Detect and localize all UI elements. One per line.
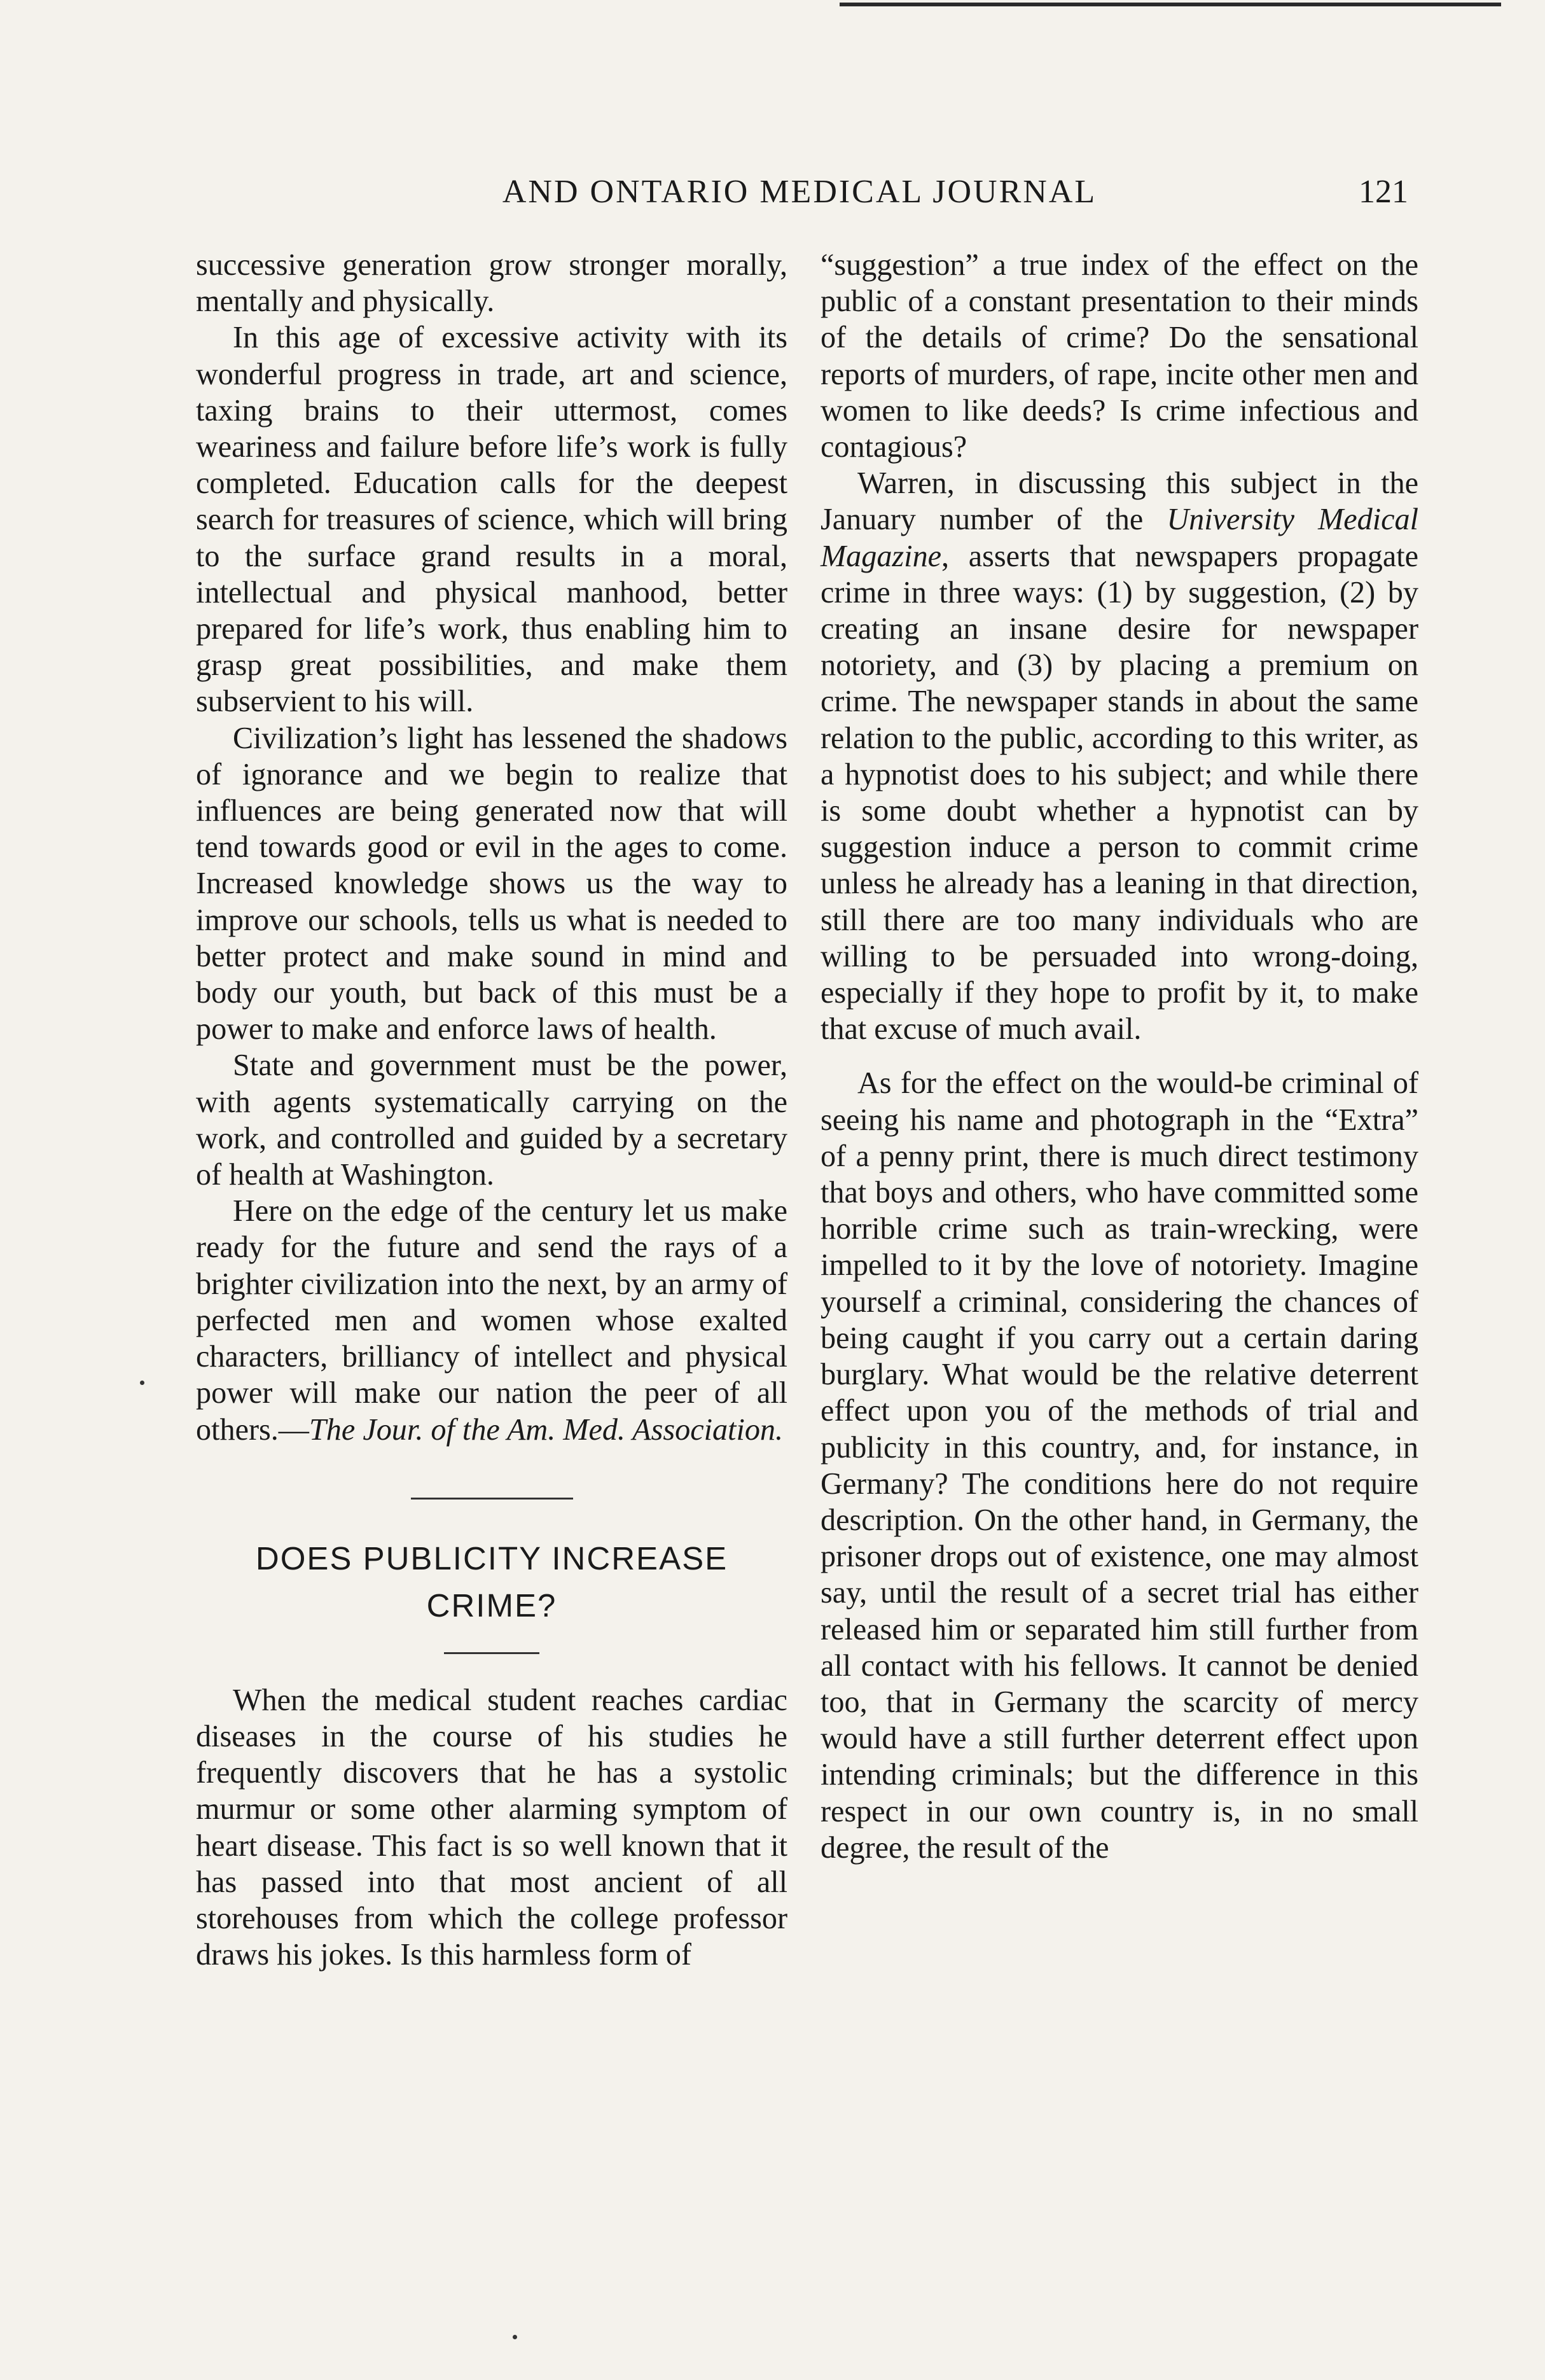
left-paragraph-4: State and government must be the power, with agents systematically carrying on the work, and controlled and guided by a secretary of health at Washington. xyxy=(196,1048,787,1192)
right-paragraph-1: “suggestion” a true index of the effect on the public of a constant presentation to their minds of the details of crime? Do the sensational reports of murders, of rape, incite other men and women to like deeds? Is crime infectious and contagious? xyxy=(821,248,1418,464)
page-header xyxy=(191,173,1408,218)
page-number: 121 xyxy=(1359,174,1408,210)
heading-underline-rule xyxy=(444,1652,539,1654)
top-edge-rule xyxy=(840,3,1501,6)
left-paragraph-5-text: Here on the edge of the century let us make ready for the future and send the rays of a brighter civilization into the next, by an army of perfected men and women whose exalted characters, brilliancy of intellect and physical power will make our nation the peer of all others.— xyxy=(196,1194,787,1447)
section-heading-line-2: CRIME? xyxy=(426,1587,557,1624)
right-paragraph-3: As for the effect on the would-be criminal of seeing his name and photograph in the “Extra” of a penny print, there is much direct testimony that boys and others, who have committed some horrible crime such as train-wrecking, were impelled to it by the love of notoriety. Imagine yourself a criminal, considering the chances of being caught if you carry out a certain daring burglary. What would be the relative deterrent effect upon you of the methods of trial and publicity in this country, and, for instance, in Germany? The conditions here do not require description. On the other hand, in Germany, the prisoner drops out of existence, one may almost say, until the result of a secret trial has either released him or separated him still further from all contact with his fellows. It cannot be denied too, that in Germany the scarcity of mercy would have a still further deterrent effect upon intending criminals; but the difference in this respect in our own country is, in no small degree, the result of the xyxy=(821,1066,1418,1865)
article-source-citation: The Jour. of the Am. Med. Association. xyxy=(309,1412,784,1447)
bottom-speck xyxy=(513,2335,517,2339)
right-column xyxy=(821,247,1418,1866)
left-paragraph-1: successive generation grow stronger morally, mentally and physically. xyxy=(196,248,787,319)
section-heading-line-1: DOES PUBLICITY INCREASE xyxy=(255,1540,728,1576)
section-divider-rule xyxy=(411,1498,573,1500)
margin-speck xyxy=(140,1381,144,1385)
left-paragraph-5 xyxy=(196,1193,787,1447)
magazine-title: University Medical Magazine xyxy=(821,503,1418,573)
left-column xyxy=(196,247,787,1973)
right-paragraph-2-start: Warren, in discussing this subject in the January number of the xyxy=(821,466,1418,537)
running-title: AND ONTARIO MEDICAL JOURNAL xyxy=(502,174,1097,210)
right-paragraph-2-rest: , asserts that newspapers propagate crime in three ways: (1) by suggestion, (2) by creating an insane desire for newspaper notoriety, and (3) by placing a premium on crime. The newspaper stands in about the same relation to the public, according to this writer, as a hypnotist does to his subject; and while there is some doubt whether a hypnotist can by suggestion induce a person to commit crime unless he already has a leaning in that direction, still there are too many individuals who are willing to be persuaded into wrong-doing, especially if they hope to profit by it, to make that excuse of much avail. xyxy=(821,539,1418,1047)
section-heading xyxy=(196,1535,787,1629)
left-paragraph-2: In this age of excessive activity with its wonderful progress in trade, art and science, taxing brains to their uttermost, comes weariness and failure before life’s work is fully completed. Education calls for the deepest search for treasures of science, which will bring to the surface grand results in a moral, intellectual and physical manhood, better prepared for life’s work, thus enabling him to grasp great possibilities, and make them subservient to his will. xyxy=(196,321,787,719)
right-paragraph-2 xyxy=(821,465,1418,1047)
left-paragraph-6: When the medical student reaches cardiac diseases in the course of his studies he frequently discovers that he has a systolic murmur or some other alarming symptom of heart disease. This fact is so well known that it has passed into that most ancient of all storehouses from which the college professor draws his jokes. Is this harmless form of xyxy=(196,1683,787,1972)
left-paragraph-3: Civilization’s light has lessened the shadows of ignorance and we begin to realize that influences are being generated now that will tend towards good or evil in the ages to come. Increased knowledge shows us the way to improve our schools, tells us what is needed to better protect and make sound in mind and body our youth, but back of this must be a power to make and enforce laws of health. xyxy=(196,721,787,1047)
